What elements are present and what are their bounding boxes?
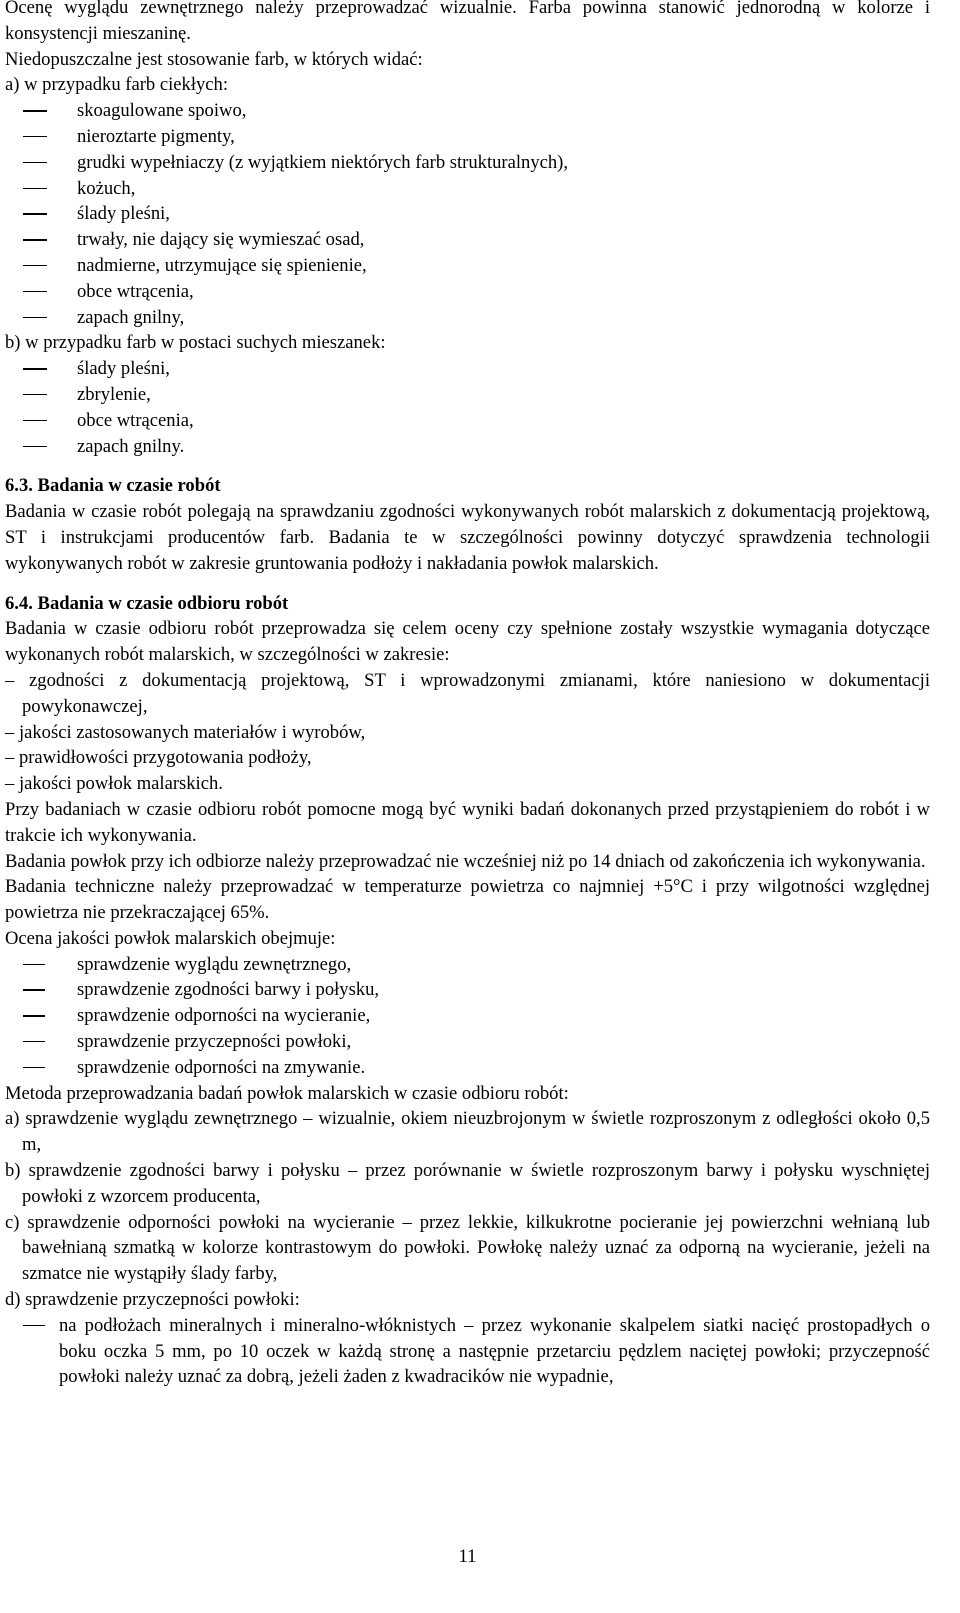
- list-item: c) sprawdzenie odporności powłoki na wycieranie – przez lekkie, kilkukrotne pocieranie jej powierzchni wełnianą lub bawełnianą szmatką w kolorze kontrastowym do powłoki. Powłokę należy uznać za odporną na wycieranie, jeżeli na szmatce nie wystąpiły ślady farby,: [5, 1211, 930, 1285]
- document-page: [5, 0, 930, 1390]
- method-list: [5, 1106, 930, 1312]
- section-6-4-paragraph-4: Badania techniczne należy przeprowadzać w temperaturze powietrza co najmniej +5°C i przy wilgotności względnej powietrza nie przekraczającej 65%.: [5, 876, 930, 924]
- list-item: skoagulowane spoiwo,: [5, 98, 930, 124]
- list-b: [5, 356, 930, 459]
- scope-list: [5, 668, 930, 797]
- list-item: b) sprawdzenie zgodności barwy i połysku – przez porównanie w świetle rozproszonym barwy i połysku wyschniętej powłoki z wzorcem producenta,: [5, 1160, 930, 1207]
- section-6-4-paragraph-2: Przy badaniach w czasie odbioru robót pomocne mogą być wyniki badań dokonanych przed przystąpieniem do robót i w trakcie ich wykonywania.: [5, 798, 930, 846]
- page-number: 11: [458, 1546, 477, 1567]
- list-item: sprawdzenie zgodności barwy i połysku,: [5, 977, 930, 1003]
- list-item: sprawdzenie przyczepności powłoki,: [5, 1029, 930, 1055]
- section-heading-6-3: 6.3. Badania w czasie robót: [5, 475, 221, 497]
- section-heading-6-4: 6.4. Badania w czasie odbioru robót: [5, 592, 289, 614]
- list-item: nadmierne, utrzymujące się spienienie,: [5, 253, 930, 279]
- list-item: na podłożach mineralnych i mineralno-włóknistych – przez wykonanie skalpelem siatki nacięć prostopadłych o boku oczka 5 mm, po 10 oczek w każdą stronę a następnie przetarciu pędzlem naciętej powłoki; przyczepność powłoki należy uznać za dobrą, jeżeli żaden z kwadracików nie wypadnie,: [5, 1313, 930, 1390]
- list-item: zapach gnilny.: [5, 434, 930, 460]
- intro-paragraph-2: Niedopuszczalne jest stosowanie farb, w których widać:: [5, 48, 423, 70]
- list-item: obce wtrącenia,: [5, 408, 930, 434]
- list-b-label: b) w przypadku farb w postaci suchych mieszanek:: [5, 332, 386, 354]
- list-item: d) sprawdzenie przyczepności powłoki:: [5, 1289, 300, 1311]
- intro-paragraph: Ocenę wyglądu zewnętrznego należy przeprowadzać wizualnie. Farba powinna stanowić jednorodną w kolorze i konsystencji mieszaninę.: [5, 0, 930, 44]
- list-item: grudki wypełniaczy (z wyjątkiem niektórych farb strukturalnych),: [5, 150, 930, 176]
- section-6-3-paragraph: Badania w czasie robót polegają na sprawdzaniu zgodności wykonywanych robót malarskich z dokumentacją projektową, ST i instrukcjami producentów farb. Badania te w szczególności powinny dotyczyć sprawdzenia technologii wykonywanych robót w zakresie gruntowania podłoży i nakładania powłok malarskich.: [5, 501, 930, 574]
- section-6-4-paragraph: Badania w czasie odbioru robót przeprowadza się celem oceny czy spełnione zostały wszystkie wymagania dotyczące wykonanych robót malarskich, w szczególności w zakresie:: [5, 618, 930, 666]
- list-item: – jakości zastosowanych materiałów i wyrobów,: [5, 721, 366, 743]
- list-item: zbrylenie,: [5, 382, 930, 408]
- list-item: zapach gnilny,: [5, 305, 930, 331]
- list-a: [5, 98, 930, 330]
- section-6-4-paragraph-5: Ocena jakości powłok malarskich obejmuje:: [5, 927, 336, 949]
- list-item: sprawdzenie wyglądu zewnętrznego,: [5, 952, 930, 978]
- list-item: sprawdzenie odporności na wycieranie,: [5, 1003, 930, 1029]
- list-a-label: a) w przypadku farb ciekłych:: [5, 74, 229, 96]
- adhesion-list: [5, 1313, 930, 1390]
- list-item: obce wtrącenia,: [5, 279, 930, 305]
- evaluation-list: [5, 952, 930, 1081]
- section-6-4-paragraph-6: Metoda przeprowadzania badań powłok malarskich w czasie odbioru robót:: [5, 1082, 569, 1104]
- list-item: nieroztarte pigmenty,: [5, 124, 930, 150]
- section-6-4-paragraph-3: Badania powłok przy ich odbiorze należy przeprowadzać nie wcześniej niż po 14 dniach od zakończenia ich wykonywania.: [5, 850, 926, 872]
- list-item: – prawidłowości przygotowania podłoży,: [5, 747, 312, 769]
- list-item: ślady pleśni,: [5, 356, 930, 382]
- list-item: kożuch,: [5, 176, 930, 202]
- list-item: a) sprawdzenie wyglądu zewnętrznego – wizualnie, okiem nieuzbrojonym w świetle rozproszonym z odległości około 0,5 m,: [5, 1108, 930, 1156]
- list-item: ślady pleśni,: [5, 201, 930, 227]
- list-item: sprawdzenie odporności na zmywanie.: [5, 1055, 930, 1081]
- list-item: trwały, nie dający się wymieszać osad,: [5, 227, 930, 253]
- list-item: – zgodności z dokumentacją projektową, ST i wprowadzonymi zmianami, które naniesiono w dokumentacji powykonawczej,: [5, 669, 930, 717]
- list-item: – jakości powłok malarskich.: [5, 773, 223, 795]
